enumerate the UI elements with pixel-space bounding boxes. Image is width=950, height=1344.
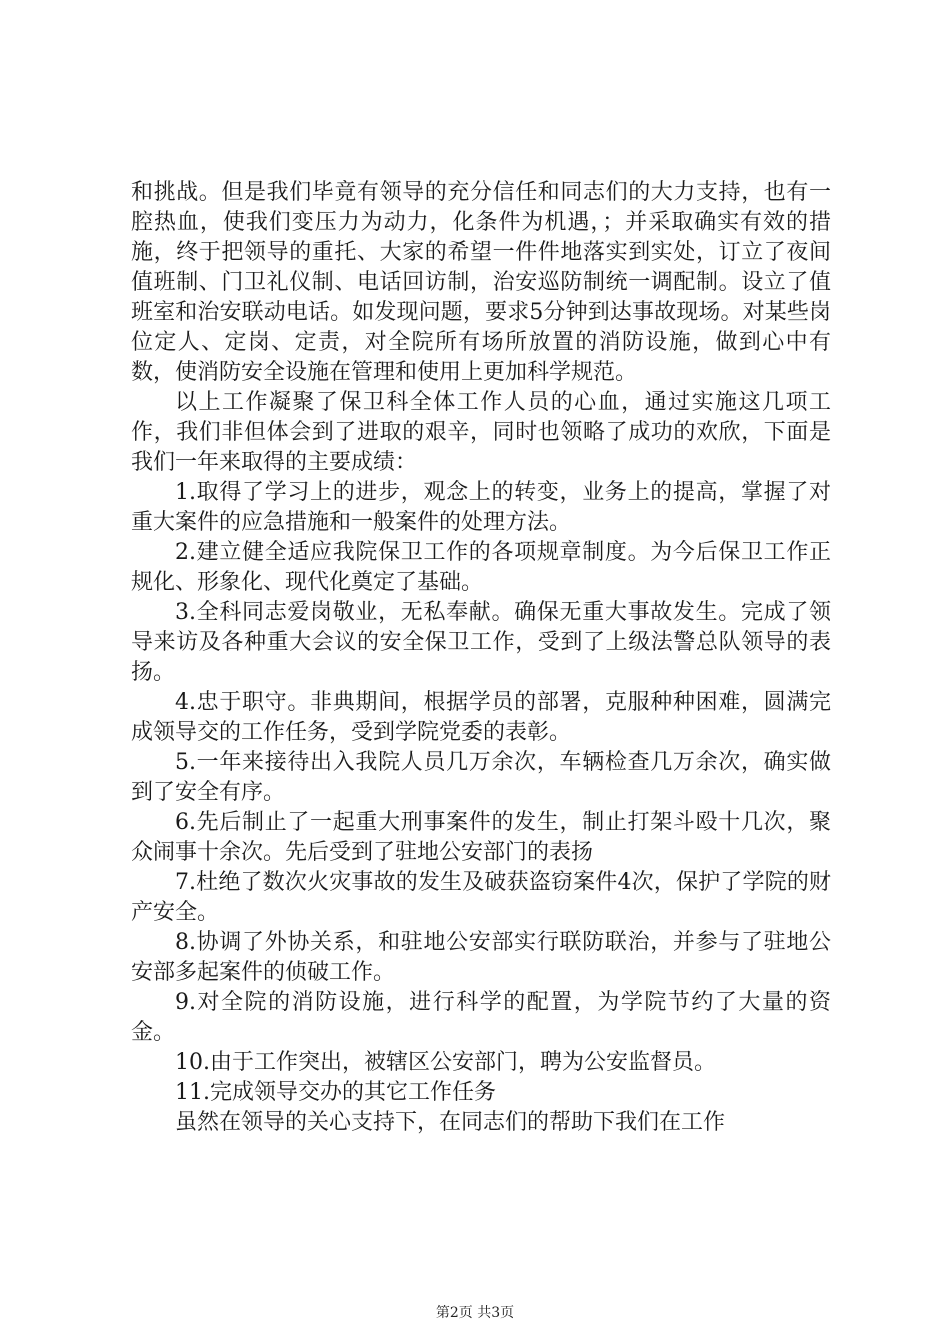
paragraph: 以上工作凝聚了保卫科全体工作人员的心血，通过实施这几项工作，我们非但体会到了进取的艰辛，同时也领略了成功的欢欣，下面是我们一年来取得的主要成绩： (131, 390, 831, 475)
list-item: 9.对全院的消防设施，进行科学的配置，为学院节约了大量的资金。 (131, 990, 831, 1045)
list-item: 11.完成领导交办的其它工作任务 (175, 1080, 496, 1105)
paragraph: 和挑战。但是我们毕竟有领导的充分信任和同志们的大力支持，也有一腔热血，使我们变压力为动力，化条件为机遇，；并采取确实有效的措施，终于把领导的重托、大家的希望一件件地落实到实处，订立了夜间值班制、门卫礼仪制、电话回访制，治安巡防制统一调配制。设立了值班室和治安联动电话。如发现问题，要求5分钟到达事故现场。对某些岗位定人、定岗、定责，对全院所有场所放置的消防设施，做到心中有数，使消防安全设施在管理和使用上更加科学规范。 (131, 180, 831, 385)
list-item: 5.一年来接待出入我院人员几万余次，车辆检查几万余次，确实做到了安全有序。 (131, 750, 831, 805)
list-item: 4.忠于职守。非典期间，根据学员的部署，克服种种困难，圆满完成领导交的工作任务，受到学院党委的表彰。 (131, 690, 831, 745)
paragraph: 虽然在领导的关心支持下，在同志们的帮助下我们在工作 (175, 1110, 726, 1135)
list-item: 3.全科同志爱岗敬业，无私奉献。确保无重大事故发生。完成了领导来访及各种重大会议的安全保卫工作，受到了上级法警总队领导的表扬。 (131, 600, 831, 685)
list-item: 6.先后制止了一起重大刑事案件的发生，制止打架斗殴十几次，聚众闹事十余次。先后受到了驻地公安部门的表扬 (131, 810, 831, 865)
document-body (131, 178, 831, 1138)
page-footer: 第2页 共3页 (435, 1305, 515, 1321)
list-item: 2.建立健全适应我院保卫工作的各项规章制度。为今后保卫工作正规化、形象化、现代化奠定了基础。 (131, 540, 831, 595)
list-item: 8.协调了外协关系，和驻地公安部实行联防联治，并参与了驻地公安部多起案件的侦破工作。 (131, 930, 831, 985)
list-item: 10.由于工作突出，被辖区公安部门，聘为公安监督员。 (175, 1050, 716, 1075)
list-item: 1.取得了学习上的进步，观念上的转变，业务上的提高，掌握了对重大案件的应急措施和一般案件的处理方法。 (131, 480, 831, 535)
list-item: 7.杜绝了数次火灾事故的发生及破获盗窃案件4次，保护了学院的财产安全。 (131, 870, 831, 925)
